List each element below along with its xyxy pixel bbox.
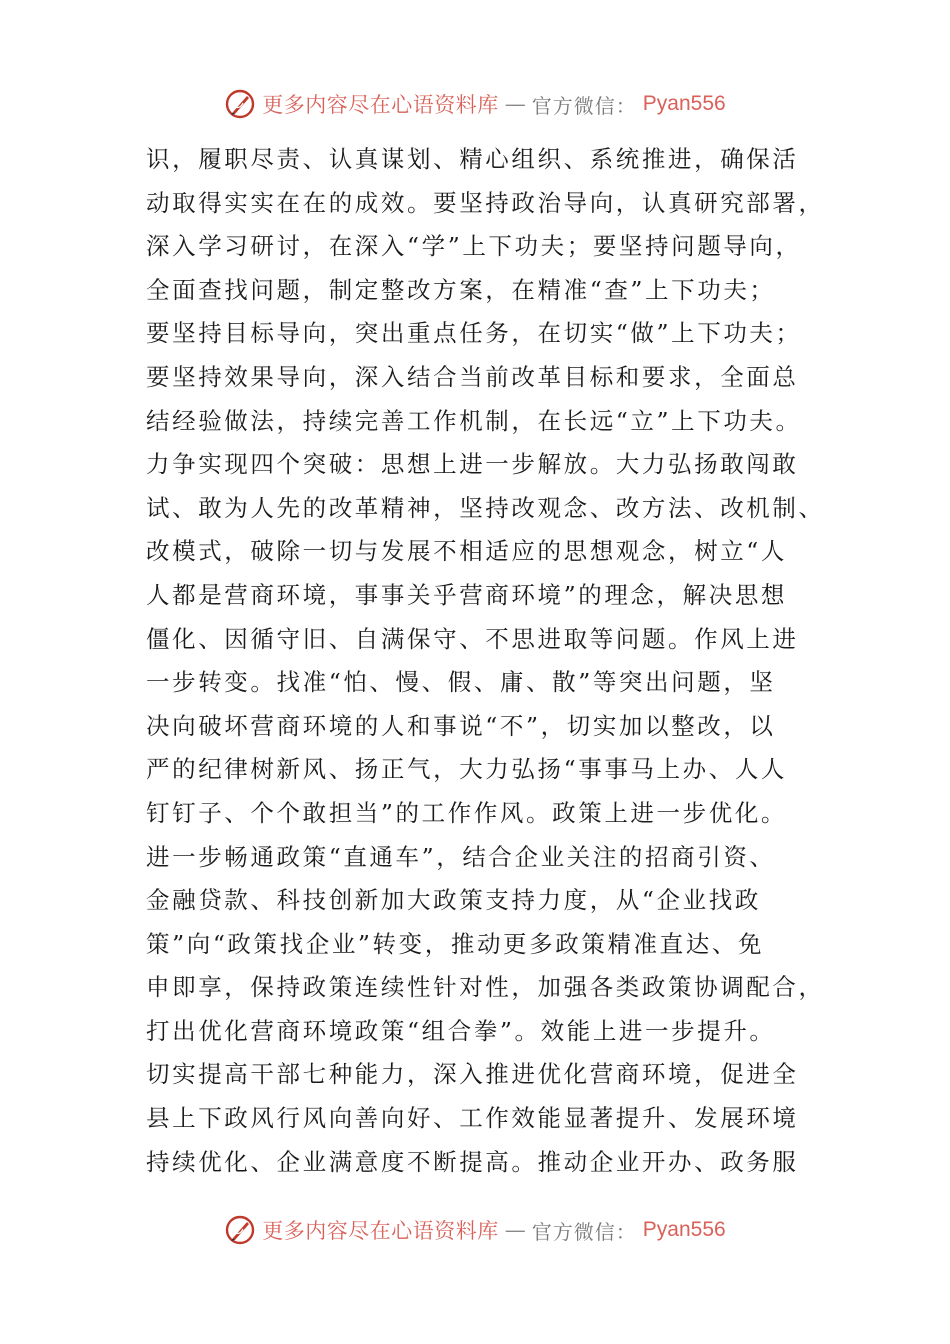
watermark-dash: — bbox=[504, 1218, 526, 1242]
body-text-line: 结经验做法，持续完善工作机制，在长远“立”上下功夫。 bbox=[146, 406, 802, 435]
body-text-line: 试、敢为人先的改革精神，坚持改观念、改方法、改机制、 bbox=[146, 493, 825, 522]
watermark-main-text: 更多内容尽在心语资料库 bbox=[262, 93, 499, 117]
footer-watermark bbox=[0, 1212, 950, 1248]
body-text-line: 打出优化营商环境政策“组合拳”。效能上进一步提升。 bbox=[146, 1016, 776, 1045]
body-text-line: 人都是营商环境，事事关乎营商环境”的理念，解决思想 bbox=[146, 580, 788, 609]
quill-pen-logo-icon bbox=[224, 88, 256, 120]
header-watermark bbox=[0, 86, 950, 122]
watermark-wechat-label: 官方微信： bbox=[531, 1219, 637, 1244]
body-text-line: 全面查找问题，制定整改方案，在精准“查”上下功夫； bbox=[146, 275, 776, 304]
body-text-line: 深入学习研讨，在深入“学”上下功夫；要坚持问题导向， bbox=[146, 232, 802, 261]
body-text-line: 改模式，破除一切与发展不相适应的思想观念，树立“人 bbox=[146, 537, 788, 566]
body-text-line: 县上下政风行风向善向好、工作效能显著提升、发展环境 bbox=[146, 1104, 799, 1133]
document-body bbox=[146, 138, 825, 1184]
body-text-line: 要坚持效果导向，深入结合当前改革目标和要求，全面总 bbox=[146, 362, 799, 391]
body-text-line: 持续优化、企业满意度不断提高。推动企业开办、政务服 bbox=[146, 1147, 799, 1176]
body-text-line: 金融贷款、科技创新加大政策支持力度，从“企业找政 bbox=[146, 886, 761, 915]
body-text-line: 识，履职尽责、认真谋划、精心组织、系统推进，确保活 bbox=[146, 145, 799, 173]
body-text-line: 僵化、因循守旧、自满保守、不思进取等问题。作风上进 bbox=[146, 624, 799, 653]
body-text-line: 进一步畅通政策“直通车”，结合企业关注的招商引资、 bbox=[146, 842, 776, 871]
watermark-wechat-label: 官方微信： bbox=[531, 93, 637, 118]
body-text-line: 钉钉子、个个敢担当”的工作作风。政策上进一步优化。 bbox=[146, 798, 788, 827]
watermark-account-id: Pyan556 bbox=[642, 1218, 726, 1241]
body-text-line: 动取得实实在在的成效。要坚持政治导向，认真研究部署， bbox=[146, 188, 825, 217]
body-text-line: 申即享，保持政策连续性针对性，加强各类政策协调配合， bbox=[146, 973, 825, 1002]
body-text-line: 一步转变。找准“怕、慢、假、庸、散”等突出问题，坚 bbox=[146, 668, 776, 697]
watermark-dash: — bbox=[504, 92, 526, 116]
body-text-line: 严的纪律树新风、扬正气，大力弘扬“事事马上办、人人 bbox=[146, 755, 788, 784]
body-text-line: 策”向“政策找企业”转变，推动更多政策精准直达、免 bbox=[146, 929, 765, 958]
body-text-line: 切实提高干部七种能力，深入推进优化营商环境，促进全 bbox=[146, 1060, 799, 1089]
quill-pen-logo-icon bbox=[224, 1214, 256, 1246]
body-text-line: 要坚持目标导向，突出重点任务，在切实“做”上下功夫； bbox=[146, 319, 802, 348]
watermark-main-text: 更多内容尽在心语资料库 bbox=[262, 1219, 499, 1243]
watermark-account-id: Pyan556 bbox=[642, 92, 726, 115]
body-text-line: 决向破坏营商环境的人和事说“不”，切实加以整改，以 bbox=[146, 711, 776, 740]
body-text-line: 力争实现四个突破：思想上进一步解放。大力弘扬敢闯敢 bbox=[146, 450, 799, 479]
